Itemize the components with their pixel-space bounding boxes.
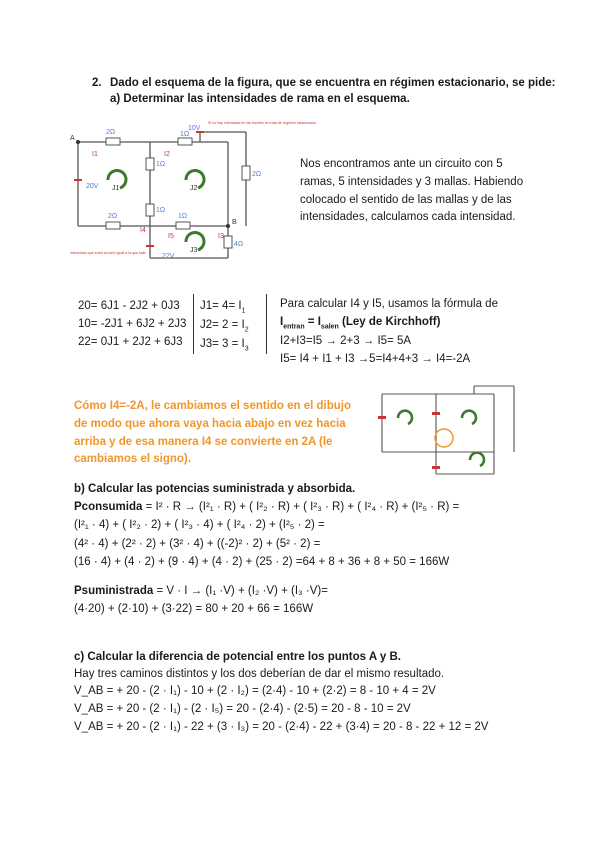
pc-line-4: (16 · 4) + (4 · 2) + (9 · 4) + (4 · 2) + (25 · 2) =64 + 8 + 36 + 8 + 50 = 166W xyxy=(74,556,450,569)
pc-line-3: (4² · 4) + (2² · 2) + (3² · 4) + ((-2)² · 2) + (5² · 2) = xyxy=(74,537,321,550)
power-consumed-block xyxy=(74,498,459,572)
label-r-center: 1Ω xyxy=(156,207,166,214)
resistor-bottom-mid xyxy=(176,222,190,229)
highlight-circle xyxy=(435,429,453,447)
part-b-title: b) Calcular las potencias suministrada y absorbida. xyxy=(74,483,356,495)
explanation-text: Nos encontramos ante un circuito con 5 ramas, 5 intensidades y 3 mallas. Habiendo colocado el sentido de las mallas y de las intensidades, calculamos cada intensidad. xyxy=(300,158,524,224)
kirchhoff-block xyxy=(280,296,498,369)
label-r-bottom-left: 2Ω xyxy=(108,213,118,220)
note-top: Si no hay intensidad en las fuentes se trata de régimen estacionario xyxy=(208,121,317,125)
divider-left xyxy=(193,294,194,354)
label-r-mid-top: 1Ω xyxy=(156,161,166,168)
kirchhoff-line-2: I5= I4 + I1 + I3 →5=I4+4+3 → I4=-2A xyxy=(280,352,471,365)
label-i2: I2 xyxy=(164,151,170,158)
label-r-bottom-mid: 1Ω xyxy=(178,213,188,220)
equations-block xyxy=(78,298,186,351)
power-supplied-block xyxy=(74,582,328,619)
equation-2: 10= -2J1 + 6J2 + 2J3 xyxy=(78,317,187,330)
part-a-title: a) Determinar las intensidades de rama en el esquema. xyxy=(110,93,410,105)
vab-line-3: V_AB = + 20 - (2 · I₁) - 22 + (3 · I₃) = 20 - (2·4) - 22 + (3·4) = 20 - 8 - 22 + 12 = 2V xyxy=(74,720,489,733)
label-i1: I1 xyxy=(92,151,98,158)
label-v-left: 20V xyxy=(86,183,99,190)
equation-1: 20= 6J1 - 2J2 + 0J3 xyxy=(78,300,180,312)
vab-line-1: V_AB = + 20 - (2 · I₁) - 10 + (2 · I₂) = (2·4) - 10 + (2·2) = 8 - 10 + 4 = 2V xyxy=(74,685,436,697)
node-a-label: A xyxy=(70,135,75,142)
problem-statement: Dado el esquema de la figura, que se encuentra en régimen estacionario, se pide: xyxy=(110,77,556,89)
solution-1: J1= 4= I xyxy=(200,300,242,312)
vab-line-2: V_AB = + 20 - (2 · I₁) - (2 · I₅) = 20 - (2·4) - (2·5) = 20 - 8 - 10 = 2V xyxy=(74,702,411,715)
label-i3: I3 xyxy=(218,233,224,240)
resistor-top-right xyxy=(178,138,192,145)
orange-note: Cómo I4=-2A, le cambiamos el sentido en el dibujo de modo que ahora vaya hacia abajo en vez hacia arriba y de esa manera I4 se convierte en 2A (le cambiamos el signo). xyxy=(74,400,352,466)
resistor-center xyxy=(146,204,154,216)
ps-label: Psuministrada xyxy=(74,585,154,597)
note-bottom: Intensidad que entra al nodo igual a la que sale xyxy=(70,251,146,255)
solution-3: J3= 3 = I xyxy=(200,338,245,351)
part-c-intro: Hay tres caminos distintos y los dos deberían de dar el mismo resultado. xyxy=(74,668,445,680)
pc-formula: = I² · R → (I²₁ · R) + ( I²₂ · R) + ( I²₃ · R) + ( I²₄ · R) + (I²₅ · R) = xyxy=(142,501,460,513)
vab-block xyxy=(74,683,488,736)
label-mesh-j1: J1 xyxy=(112,185,120,192)
ps-line-2: (4·20) + (2·10) + (3·22) = 80 + 20 + 66 = 166W xyxy=(74,603,314,616)
node-b-label: B xyxy=(232,219,237,226)
node-a-dot xyxy=(76,140,80,144)
resistor-mid-top xyxy=(146,158,154,170)
node-b-dot xyxy=(226,224,230,228)
label-mesh-j2: J2 xyxy=(190,185,198,192)
ps-formula: = V · I → (I₁ ·V) + (I₂ ·V) + (I₃ ·V)= xyxy=(153,585,328,597)
label-r-top-right: 1Ω xyxy=(180,131,190,138)
solution-2: J2= 2 = I xyxy=(200,319,245,332)
kirchhoff-line-1: I2+I3=I5 → 2+3 → I5= 5A xyxy=(280,334,412,347)
label-mesh-j3: J3 xyxy=(190,247,198,254)
label-i5: I5 xyxy=(168,233,174,240)
equation-3: 22= 0J1 + 2J2 + 6J3 xyxy=(78,335,183,348)
label-v-bottom: 22V xyxy=(162,253,175,260)
label-r-bottom-right: 4Ω xyxy=(234,241,244,248)
label-i4: I4 xyxy=(140,227,146,234)
resistor-right xyxy=(242,166,250,180)
resistor-bottom-left xyxy=(106,222,120,229)
kirchhoff-formula: $I_{entran} = I_{salen}$ (Ley de Kirchhoff) xyxy=(280,315,441,331)
label-v-top: 10V xyxy=(188,125,201,132)
label-r-top-left: 2Ω xyxy=(106,129,116,136)
circuit-diagram xyxy=(68,118,317,268)
pc-label: Pconsumida xyxy=(74,501,143,513)
problem-number: 2. xyxy=(92,77,102,89)
resistor-top-left xyxy=(106,138,120,145)
divider-right xyxy=(266,294,267,354)
solutions-block: $J1= 4= I_1$ $J2= 2 = I_2$ $J3= 3 = I_3$ xyxy=(200,300,249,353)
pc-line-2: (I²₁ · 4) + ( I²₂ · 2) + ( I²₃ · 4) + ( I²₄ · 2) + (I²₅ · 2) = xyxy=(74,519,325,532)
part-c-title: c) Calcular la diferencia de potencial entre los puntos A y B. xyxy=(74,651,401,663)
circuit-diagram-corrected xyxy=(374,372,536,480)
resistor-bottom-right xyxy=(224,236,232,248)
kirchhoff-intro: Para calcular I4 y I5, usamos la fórmula de xyxy=(280,298,498,310)
label-r-right: 2Ω xyxy=(252,171,262,178)
